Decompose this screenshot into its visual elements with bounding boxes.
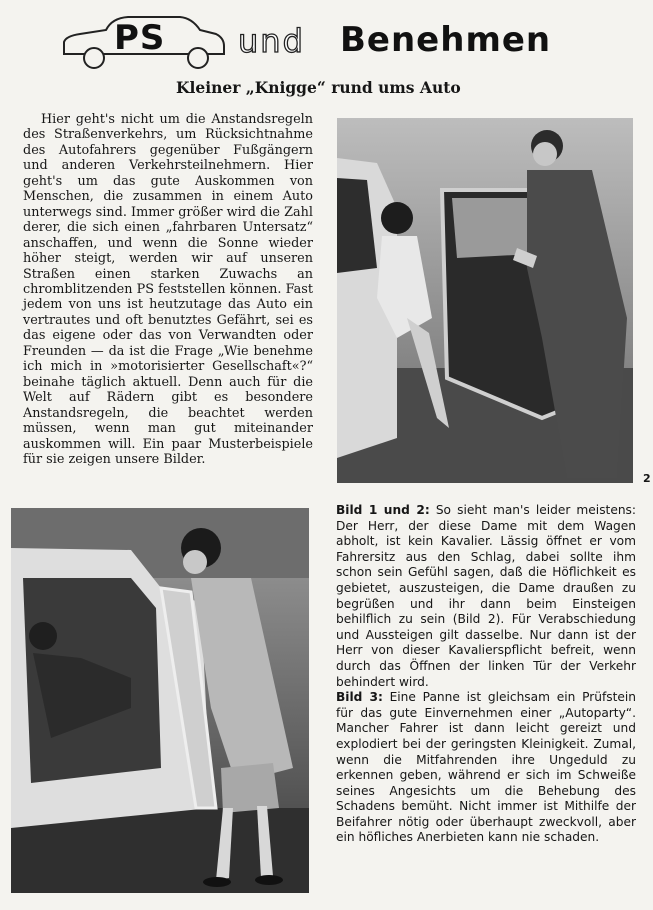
page-title: Benehmen (340, 20, 552, 60)
caption-bild-1-2 (336, 503, 636, 690)
photo-bild-1 (337, 118, 633, 483)
photo-bild-2 (11, 508, 309, 893)
caption-text: So sieht man's leider meistens: Der Herr, der diese Dame mit dem Wagen abholt, ist kein Kavalier. Lässig öffnet er vom Fahrersitz aus den Schlag, dabei sollte ihm schon sein Gefühl sagen, daß die Höflichkeit es gebietet, auszusteigen, die Dame draußen zu begrüßen und ihr dann beim Einsteigen behilflich zu sein (Bild 2). Für Verabschiedung und Aussteigen gilt dasselbe. Nur dann ist der Herr von dieser Kavalierspflicht befreit, wenn durch das Öffnen der linken Tür der Verkehr behindert wird. (336, 503, 636, 689)
captions (336, 503, 636, 846)
subtitle: Kleiner „Knigge“ rund ums Auto (176, 78, 461, 97)
intro-paragraph: Hier geht's nicht um die Anstandsregeln des Straßenverkehrs, um Rücksichtnahme des Autofahrers gegenüber Fußgängern und anderen Verkehrsteilnehmern. Hier geht's um das gute Auskommen von Menschen, die zusammen in einem Auto unterwegs sind. Immer größer wird die Zahl derer, die sich einen „fahrbaren Untersatz“ anschaffen, und wenn die Sonne wieder höher steigt, werden wir auf unseren Straßen einen starken Zuwachs an chromblitzenden PS feststellen können. Fast jedem von uns ist heutzutage das Auto ein vertrautes und oft benutztes Gefährt, sei es das eigene oder das von Verwandten oder Freunden — da ist die Frage „Wie benehme ich mich in »motorisierter Gesellschaft«?“ beinahe täglich aktuell. Denn auch für die Welt auf Rädern gibt es besondere Anstandsregeln, die beachtet werden müssen, wenn man gut miteinander auskommen will. Ein paar Musterbeispiele für sie zeigen unsere Bilder. (23, 112, 313, 467)
caption-label: Bild 3: (336, 690, 383, 705)
caption-text: Eine Panne ist gleichsam ein Prüfstein für das gute Einvernehmen einer „Autoparty“. Mancher Fahrer ist dann leicht gereizt und explodiert bei der geringsten Kleinigkeit. Zumal, wenn die Mitfahrenden ihre Ungeduld zu erkennen geben, während er sich im Schweiße seines Angesichts um die Behebung des Schadens bemüht. Nicht immer ist Mithilfe der Beifahrer nötig oder überhaupt zweckvoll, aber ein höfliches Anerbieten kann nie schaden. (336, 690, 636, 845)
caption-label: Bild 1 und 2: (336, 503, 430, 517)
caption-bild-3 (336, 690, 636, 846)
title-connector: und (238, 22, 305, 60)
logo-ps-text: PS (114, 18, 166, 58)
masthead (58, 12, 598, 72)
page-number: 2 (643, 472, 651, 485)
